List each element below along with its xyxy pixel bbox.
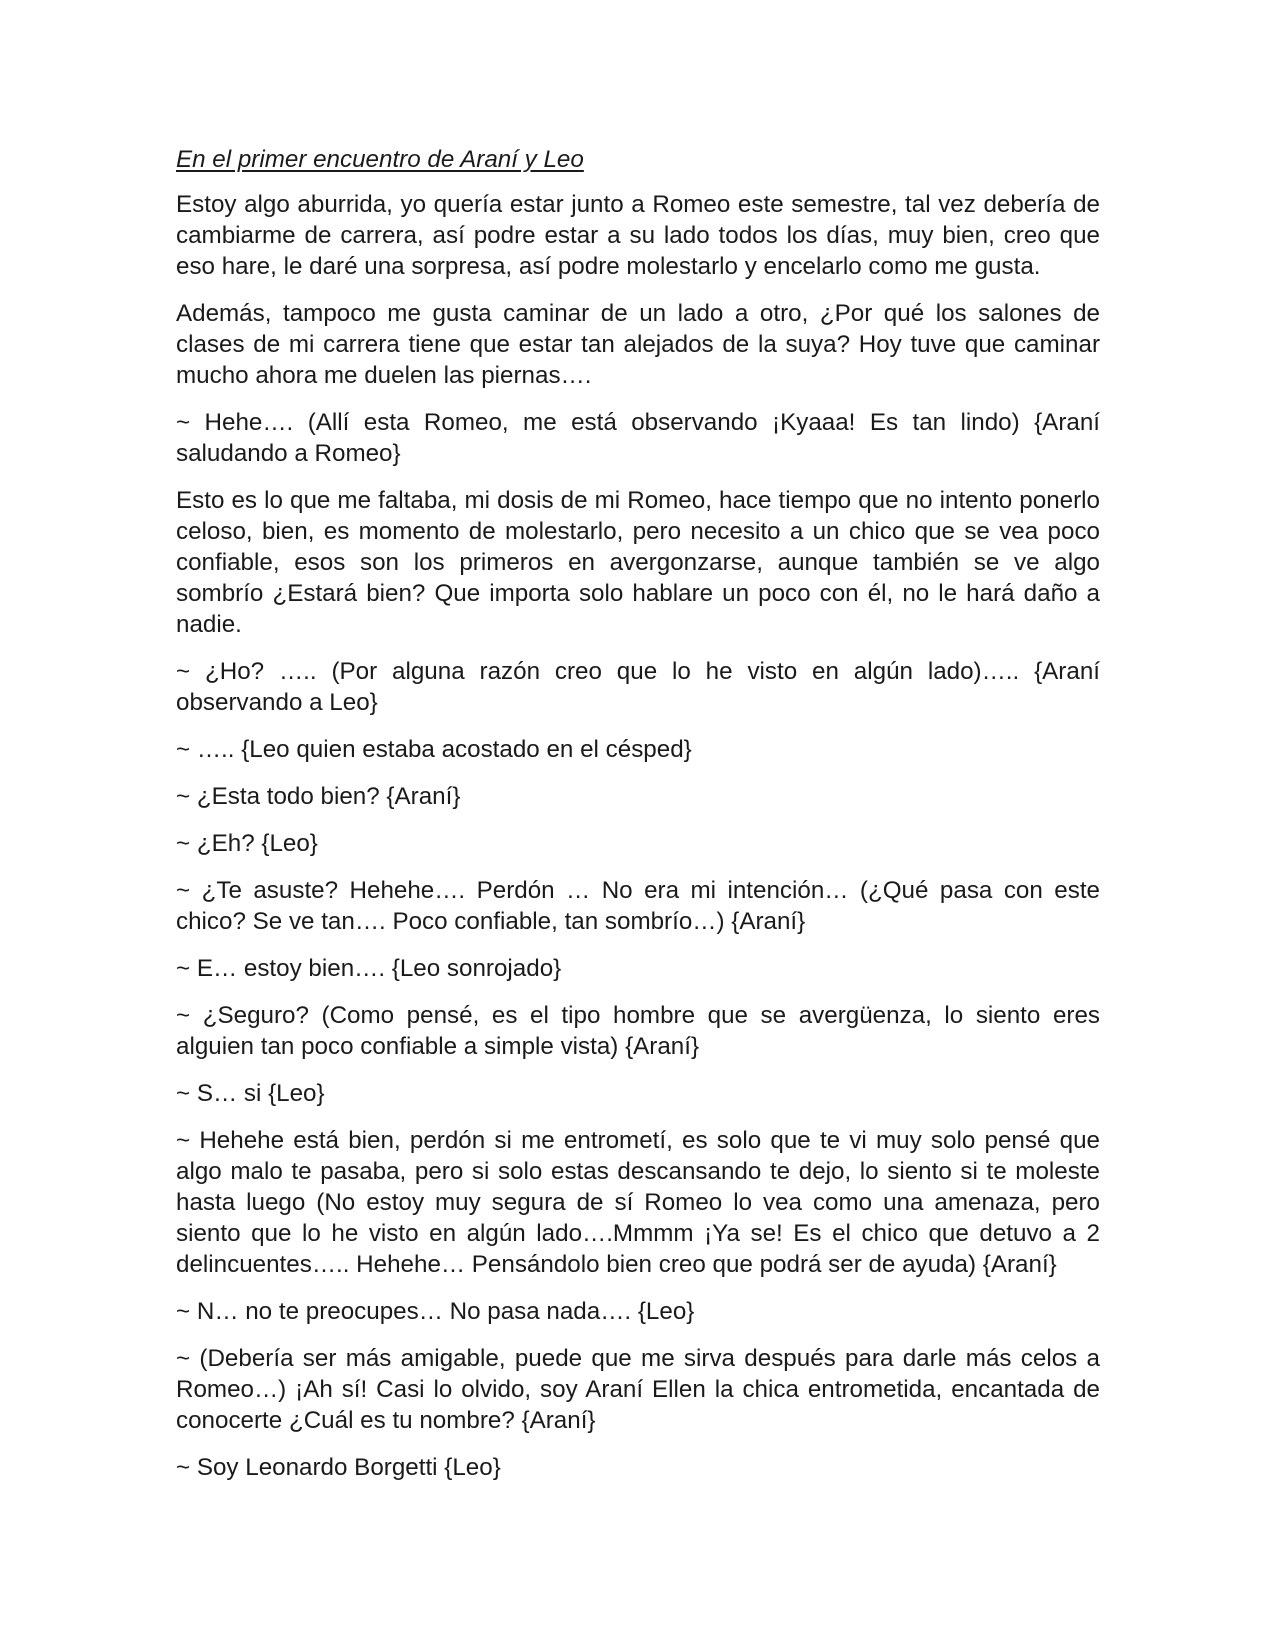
- paragraph-13: ~ Hehehe está bien, perdón si me entrometí, es solo que te vi muy solo pensé que algo malo te pasaba, pero si solo estas descansando te dejo, lo siento si te moleste hasta luego (No estoy muy segura de sí Romeo lo vea como una amenaza, pero siento que lo he visto en algún lado….Mmmm ¡Ya se! Es el chico que detuvo a 2 delincuentes….. Hehehe… Pensándolo bien creo que podrá ser de ayuda) {Araní}: [176, 1127, 1100, 1278]
- paragraph-5: ~ ¿Ho? ….. (Por alguna razón creo que lo he visto en algún lado)….. {Araní observando a Leo}: [176, 658, 1100, 716]
- paragraph-2: Además, tampoco me gusta caminar de un lado a otro, ¿Por qué los salones de clases de mi carrera tiene que estar tan alejados de la suya? Hoy tuve que caminar mucho ahora me duelen las piernas….: [176, 300, 1100, 389]
- paragraph-12: ~ S… si {Leo}: [176, 1080, 325, 1107]
- paragraph-16: ~ Soy Leonardo Borgetti {Leo}: [176, 1454, 501, 1481]
- paragraph-3: ~ Hehe…. (Allí esta Romeo, me está observando ¡Kyaaa! Es tan lindo) {Araní saludando a Romeo}: [176, 409, 1100, 467]
- paragraph-15: ~ (Debería ser más amigable, puede que me sirva después para darle más celos a Romeo…) ¡Ah sí! Casi lo olvido, soy Araní Ellen la chica entrometida, encantada de conocerte ¿Cuál es tu nombre? {Araní}: [176, 1345, 1100, 1434]
- paragraph-8: ~ ¿Eh? {Leo}: [176, 830, 318, 857]
- paragraph-4: Esto es lo que me faltaba, mi dosis de mi Romeo, hace tiempo que no intento ponerlo celoso, bien, es momento de molestarlo, pero necesito a un chico que se vea poco confiable, esos son los primeros en avergonzarse, aunque también se ve algo sombrío ¿Estará bien? Que importa solo hablare un poco con él, no le hará daño a nadie.: [176, 487, 1100, 638]
- paragraph-10: ~ E… estoy bien…. {Leo sonrojado}: [176, 955, 562, 982]
- paragraph-9: ~ ¿Te asuste? Hehehe…. Perdón … No era mi intención… (¿Qué pasa con este chico? Se ve tan…. Poco confiable, tan sombrío…) {Araní}: [176, 877, 1100, 935]
- paragraph-1: Estoy algo aburrida, yo quería estar junto a Romeo este semestre, tal vez debería de cambiarme de carrera, así podre estar a su lado todos los días, muy bien, creo que eso hare, le daré una sorpresa, así podre molestarlo y encelarlo como me gusta.: [176, 191, 1100, 280]
- document-title: En el primer encuentro de Araní y Leo: [176, 146, 584, 173]
- document-page: [176, 144, 1100, 1499]
- paragraph-7: ~ ¿Esta todo bien? {Araní}: [176, 783, 461, 810]
- paragraph-11: ~ ¿Seguro? (Como pensé, es el tipo hombre que se avergüenza, lo siento eres alguien tan poco confiable a simple vista) {Araní}: [176, 1002, 1100, 1060]
- paragraph-6: ~ ….. {Leo quien estaba acostado en el césped}: [176, 736, 692, 763]
- paragraph-14: ~ N… no te preocupes… No pasa nada…. {Leo}: [176, 1298, 695, 1325]
